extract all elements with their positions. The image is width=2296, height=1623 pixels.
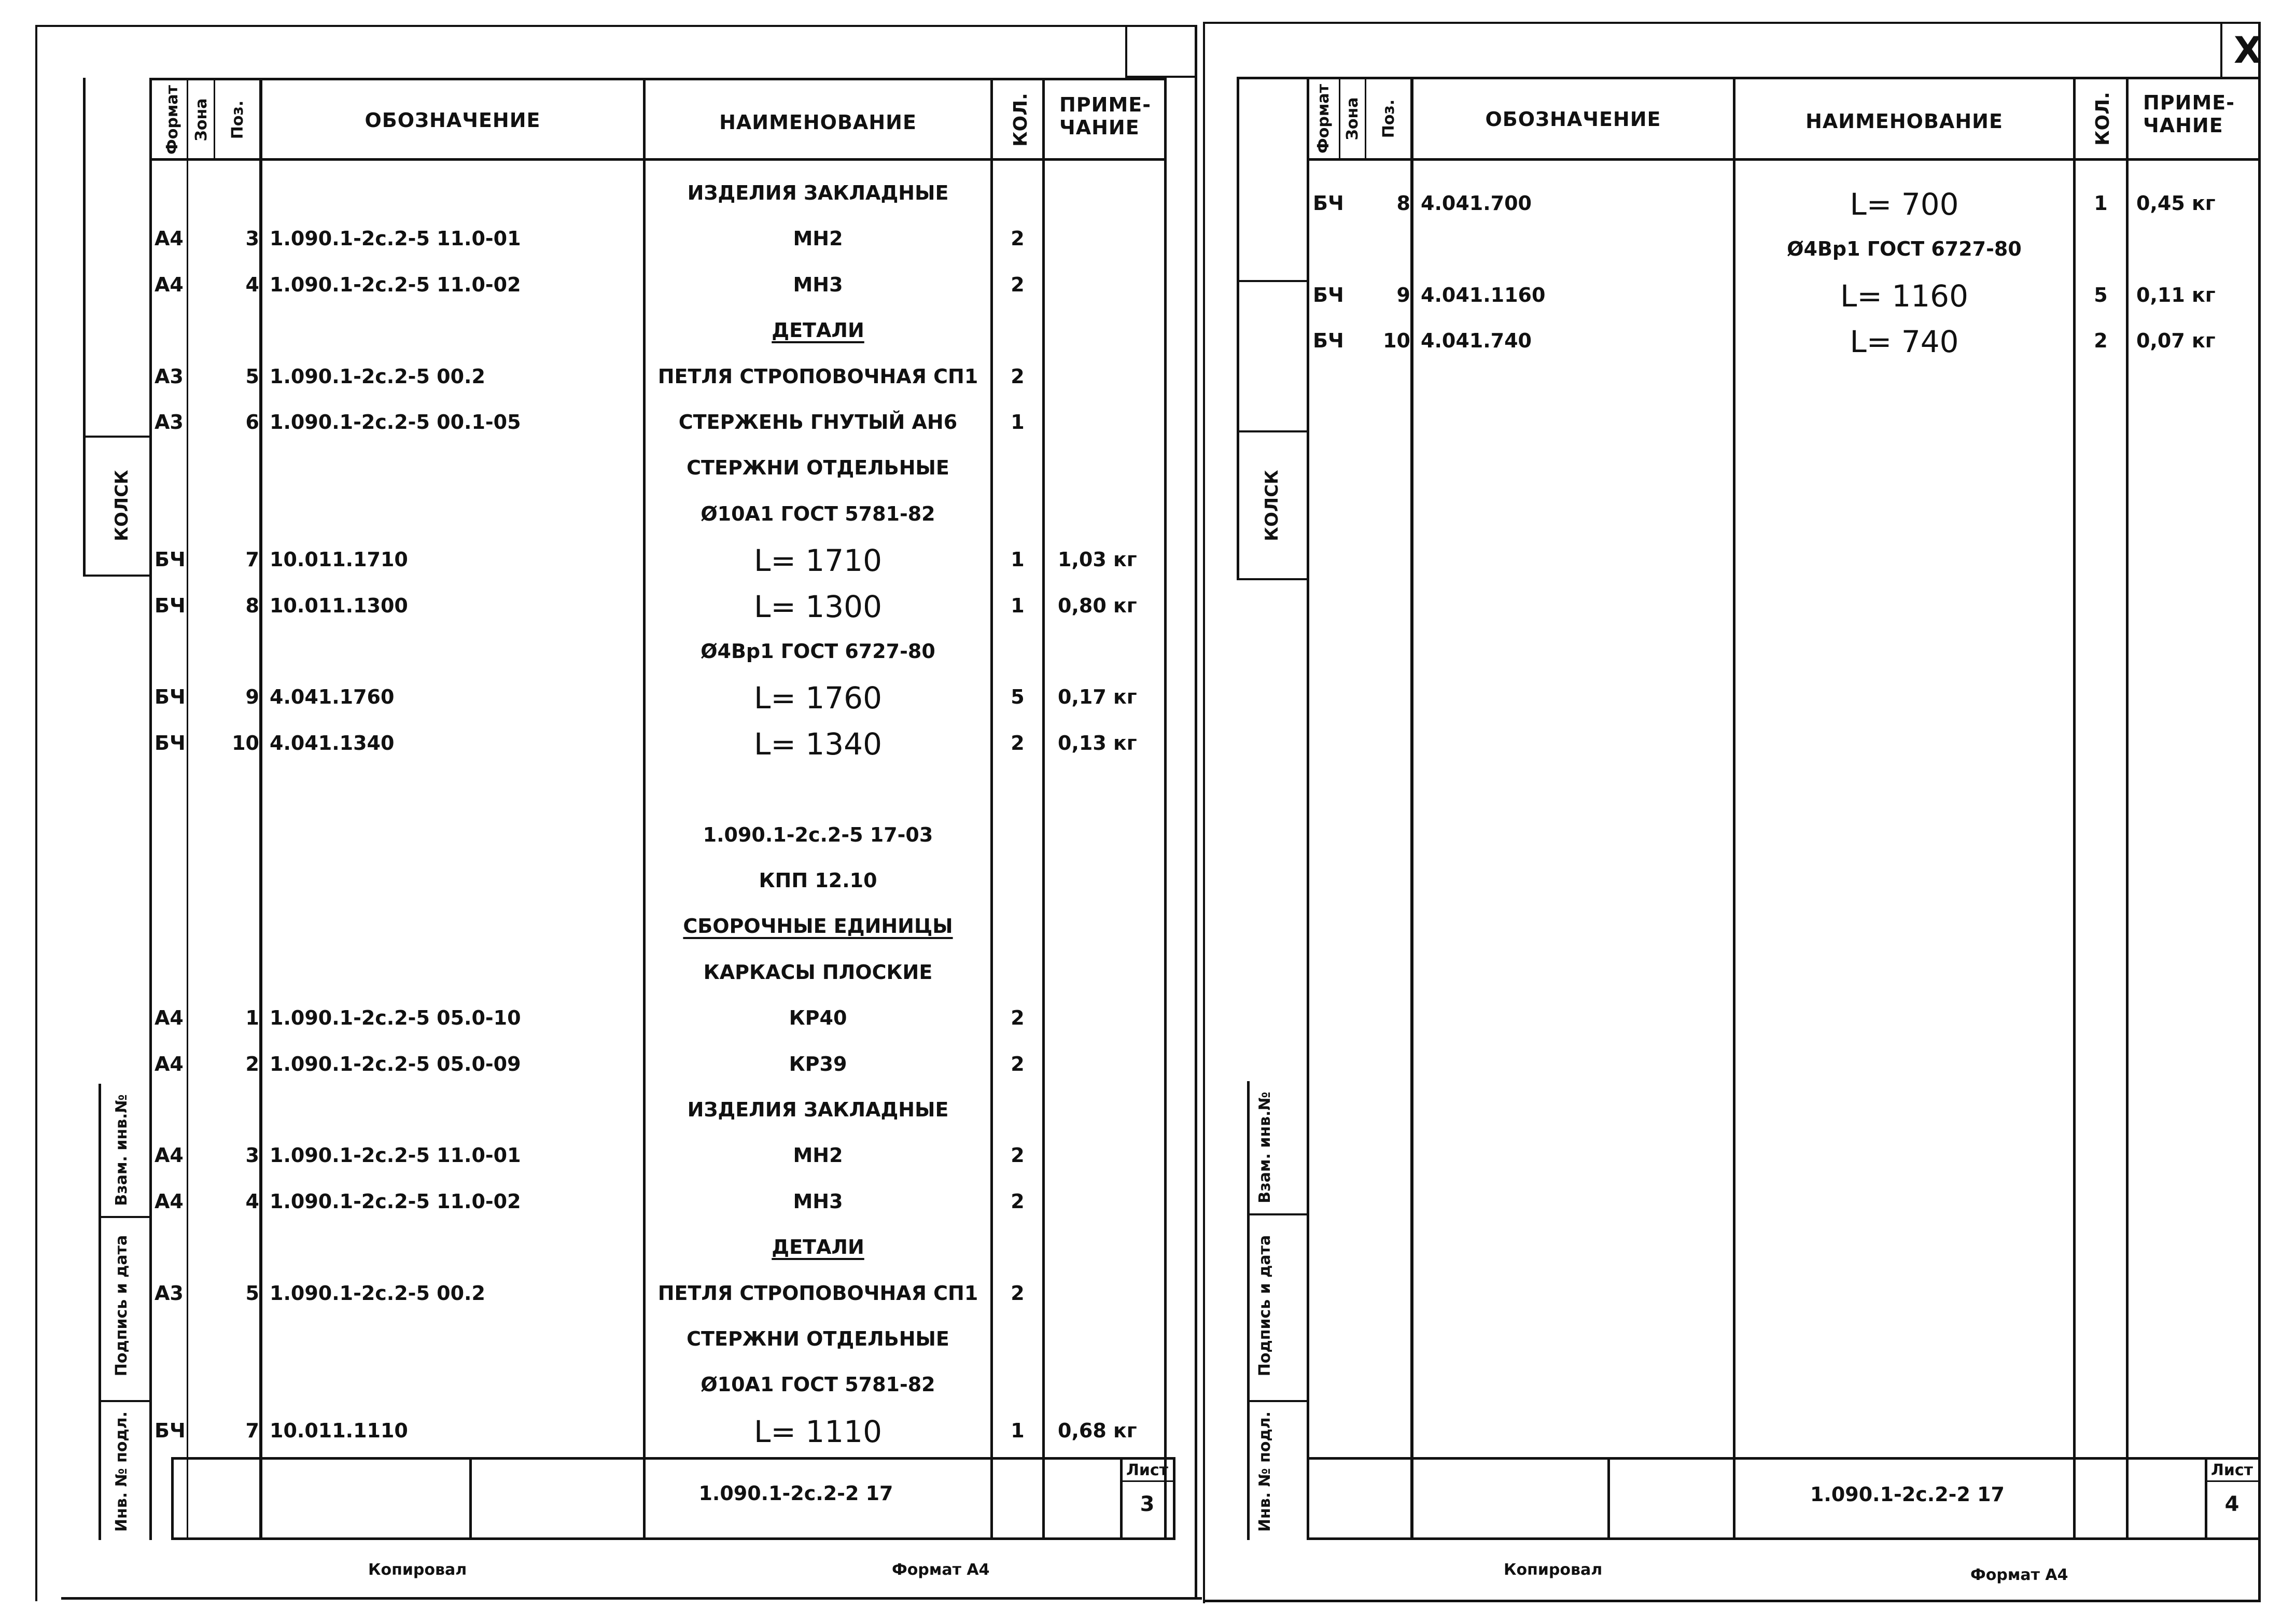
header-name-r: НАИМЕНОВАНИЕ <box>1805 110 2003 133</box>
row-format: А3 <box>155 365 184 388</box>
row-designation: 1.090.1-2с.2-5 05.0-10 <box>270 1006 521 1030</box>
row-format: А4 <box>155 1144 184 1167</box>
row-pos: 10 <box>232 731 259 754</box>
row-designation: 4.041.1160 <box>1421 283 1546 306</box>
row-name: КР39 <box>789 1052 847 1075</box>
row-qty: 2 <box>1011 273 1025 296</box>
row-name: КР40 <box>789 1006 847 1030</box>
side-stamp-title-r: КОЛСК <box>1262 470 1282 541</box>
sheet-label-left: Лист <box>1126 1461 1169 1479</box>
side-sign-date: Подпись и дата <box>113 1235 131 1377</box>
row-pos: 9 <box>245 685 259 709</box>
header-designation-r: ОБОЗНАЧЕНИЕ <box>1485 108 1661 131</box>
row-pos: 5 <box>245 365 259 388</box>
row-qty: 1 <box>1011 594 1025 617</box>
row-format: БЧ <box>1313 283 1344 306</box>
row-note: 1,03 кг <box>1058 548 1137 571</box>
row-format: А4 <box>155 1190 184 1213</box>
row-name: СТЕРЖЕНЬ ГНУТЫЙ АН6 <box>678 411 958 433</box>
header-qty-r: КОЛ. <box>2092 92 2113 146</box>
row-pos: 3 <box>245 227 259 250</box>
row-designation: 4.041.700 <box>1421 192 1532 215</box>
row-designation: 1.090.1-2с.2-5 11.0-01 <box>270 227 521 250</box>
side-sign-date-r: Подпись и дата <box>1256 1235 1274 1377</box>
side-stamp-title: КОЛСК <box>111 470 132 541</box>
header-zone-r: Зона <box>1343 97 1362 141</box>
row-name: МН2 <box>793 1144 843 1167</box>
header-qty: КОЛ. <box>1010 93 1031 147</box>
row-name: Ø10А1 ГОСТ 5781-82 <box>701 502 935 525</box>
spec-sheet-4 <box>1203 0 2296 1623</box>
header-note-2-r: ЧАНИЕ <box>2143 114 2223 137</box>
row-qty: 5 <box>1011 685 1025 709</box>
row-note: 0,45 кг <box>2136 192 2216 215</box>
row-qty: 2 <box>1011 1006 1025 1030</box>
row-note: 0,68 кг <box>1058 1419 1137 1442</box>
row-designation: 10.011.1110 <box>270 1419 408 1442</box>
row-name: L= 1760 <box>754 680 882 716</box>
row-designation: 1.090.1-2с.2-5 00.2 <box>270 1281 485 1305</box>
row-name: МН3 <box>793 1190 843 1213</box>
row-designation: 1.090.1-2с.2-5 11.0-02 <box>270 1190 521 1213</box>
row-name: 1.090.1-2с.2-5 17-03 <box>703 823 933 846</box>
row-name: ПЕТЛЯ СТРОПОВОЧНАЯ СП1 <box>657 365 978 388</box>
sheet-label-right: Лист <box>2210 1461 2253 1479</box>
sheet-number-right: 4 <box>2224 1492 2239 1516</box>
row-designation: 10.011.1300 <box>270 594 408 617</box>
header-zone: Зона <box>192 98 211 142</box>
row-pos: 2 <box>245 1052 259 1075</box>
row-format: БЧ <box>1313 192 1344 215</box>
row-note: 0,80 кг <box>1058 594 1137 617</box>
row-pos: 7 <box>245 548 259 571</box>
row-qty: 2 <box>1011 365 1025 388</box>
row-format: А4 <box>155 273 184 296</box>
row-qty: 1 <box>1011 411 1025 433</box>
doc-code-right: 1.090.1-2с.2-2 17 <box>1810 1483 2005 1506</box>
side-inv-no-r: Инв. № подл. <box>1256 1411 1274 1532</box>
row-note: 0,07 кг <box>2136 329 2216 353</box>
row-format: А3 <box>155 411 184 433</box>
header-pos-r: Поз. <box>1380 99 1398 138</box>
row-name: Ø4Вр1 ГОСТ 6727-80 <box>701 640 935 663</box>
header-format-r: Формат <box>1314 84 1333 153</box>
row-pos: 1 <box>245 1006 259 1030</box>
row-format: БЧ <box>155 594 186 617</box>
row-qty: 2 <box>1011 731 1025 754</box>
header-note-1-r: ПРИМЕ- <box>2143 91 2235 114</box>
row-name: ИЗДЕЛИЯ ЗАКЛАДНЫЕ <box>687 1098 949 1121</box>
row-designation: 1.090.1-2с.2-5 05.0-09 <box>270 1052 521 1075</box>
row-qty: 2 <box>1011 1144 1025 1167</box>
row-name: КАРКАСЫ ПЛОСКИЕ <box>703 960 933 984</box>
row-format: БЧ <box>155 1419 186 1442</box>
row-pos: 6 <box>245 411 259 433</box>
header-designation: ОБОЗНАЧЕНИЕ <box>365 109 541 132</box>
header-name: НАИМЕНОВАНИЕ <box>719 111 917 134</box>
side-vzam-inv: Взам. инв.№ <box>113 1094 131 1206</box>
row-note: 0,17 кг <box>1058 685 1137 709</box>
row-name: L= 1110 <box>754 1414 882 1449</box>
row-format: БЧ <box>1313 329 1344 353</box>
row-designation: 4.041.1340 <box>270 731 395 754</box>
row-format: А3 <box>155 1281 184 1305</box>
row-name: СТЕРЖНИ ОТДЕЛЬНЫЕ <box>687 456 949 480</box>
row-name: L= 740 <box>1850 324 1959 360</box>
row-format: А4 <box>155 227 184 250</box>
row-designation: 10.011.1710 <box>270 548 408 571</box>
row-designation: 1.090.1-2с.2-5 11.0-02 <box>270 273 521 296</box>
row-designation: 4.041.740 <box>1421 329 1532 353</box>
row-name: ДЕТАЛИ <box>772 319 864 342</box>
row-name: L= 700 <box>1850 187 1959 222</box>
row-note: 0,13 кг <box>1058 731 1137 754</box>
row-name: L= 1300 <box>754 589 882 624</box>
row-qty: 1 <box>1011 548 1025 571</box>
row-name: L= 1710 <box>754 543 882 579</box>
row-qty: 2 <box>1011 1052 1025 1075</box>
row-name: СТЕРЖНИ ОТДЕЛЬНЫЕ <box>687 1327 949 1350</box>
row-name: L= 1160 <box>1840 278 1968 314</box>
side-inv-no: Инв. № подл. <box>113 1411 131 1532</box>
row-name: Ø10А1 ГОСТ 5781-82 <box>701 1373 935 1396</box>
row-pos: 5 <box>245 1281 259 1305</box>
format-label-right: Формат А4 <box>1970 1566 2068 1584</box>
row-qty: 2 <box>1011 1190 1025 1213</box>
row-pos: 8 <box>1396 192 1410 215</box>
header-format: Формат <box>163 85 181 155</box>
row-name: L= 1340 <box>754 726 882 762</box>
row-note: 0,11 кг <box>2136 283 2216 306</box>
row-name: ПЕТЛЯ СТРОПОВОЧНАЯ СП1 <box>657 1281 978 1305</box>
row-name: ДЕТАЛИ <box>772 1236 864 1259</box>
row-pos: 4 <box>245 1190 259 1213</box>
doc-code-left: 1.090.1-2с.2-2 17 <box>698 1482 893 1505</box>
copied-label-right: Копировал <box>1504 1561 1603 1579</box>
row-designation: 1.090.1-2с.2-5 00.1-05 <box>270 411 521 433</box>
row-pos: 4 <box>245 273 259 296</box>
copied-label-left: Копировал <box>368 1561 467 1579</box>
row-format: БЧ <box>155 548 186 571</box>
row-pos: 10 <box>1383 329 1410 353</box>
row-pos: 9 <box>1396 283 1410 306</box>
row-name: ИЗДЕЛИЯ ЗАКЛАДНЫЕ <box>687 181 949 204</box>
row-format: БЧ <box>155 731 186 754</box>
row-pos: 3 <box>245 1144 259 1167</box>
row-qty: 2 <box>1011 227 1025 250</box>
row-pos: 8 <box>245 594 259 617</box>
row-name: Ø4Вр1 ГОСТ 6727-80 <box>1787 237 2022 261</box>
row-pos: 7 <box>245 1419 259 1442</box>
row-format: А4 <box>155 1052 184 1075</box>
row-designation: 1.090.1-2с.2-5 00.2 <box>270 365 485 388</box>
side-vzam-inv-r: Взам. инв.№ <box>1256 1092 1274 1204</box>
row-name: КПП 12.10 <box>759 869 877 892</box>
row-designation: 1.090.1-2с.2-5 11.0-01 <box>270 1144 521 1167</box>
row-qty: 2 <box>1011 1281 1025 1305</box>
row-name: СБОРОЧНЫЕ ЕДИНИЦЫ <box>683 915 953 938</box>
row-qty: 1 <box>2094 192 2108 215</box>
header-note-2: ЧАНИЕ <box>1059 116 1140 139</box>
header-pos: Поз. <box>229 100 247 139</box>
row-qty: 5 <box>2094 283 2108 306</box>
row-format: А4 <box>155 1006 184 1030</box>
corner-mark: Х <box>2234 29 2262 72</box>
row-qty: 2 <box>2094 329 2108 353</box>
row-designation: 4.041.1760 <box>270 685 395 709</box>
row-name: МН3 <box>793 273 843 296</box>
format-label-left: Формат А4 <box>892 1561 990 1579</box>
sheet-number-left: 3 <box>1140 1492 1155 1516</box>
header-note-1: ПРИМЕ- <box>1059 93 1151 116</box>
row-format: БЧ <box>155 685 186 709</box>
row-name: МН2 <box>793 227 843 250</box>
row-qty: 1 <box>1011 1419 1025 1442</box>
